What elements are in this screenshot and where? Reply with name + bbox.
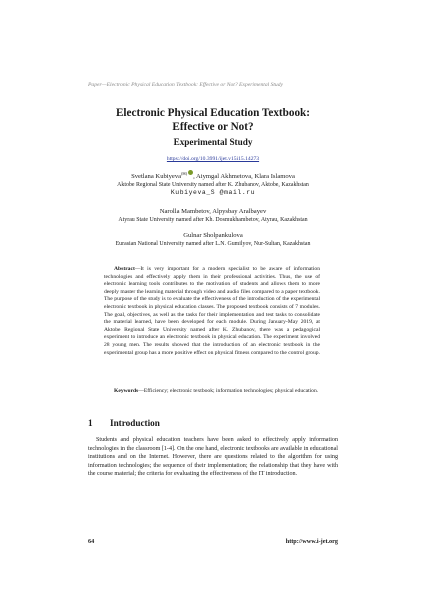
author-group-2	[88, 208, 338, 224]
abstract-label: Abstract	[114, 266, 135, 272]
author-email[interactable]: Kubiyeva_S @mail.ru	[170, 189, 256, 197]
paper-title	[88, 106, 338, 134]
keywords	[104, 388, 320, 396]
author-group-3	[88, 232, 338, 248]
paper-subtitle: Experimental Study	[173, 137, 253, 147]
author-group-1	[88, 170, 338, 197]
section-heading-introduction	[88, 418, 338, 428]
section-title: Introduction	[110, 418, 160, 428]
keywords-text: —Efficiency; electronic textbook; information technologies; physical education.	[138, 388, 319, 394]
affiliation-1: Aktobe Regional State University named after K. Zhubanov, Aktobe, Kazakhstan	[117, 182, 309, 189]
page-number: 64	[88, 538, 95, 545]
affiliation-3: Eurasian National University named after L.N. Gumilyov, Nur-Sultan, Kazakhstan	[115, 241, 311, 247]
author-names-3: Gulnar Sholpankulova	[183, 232, 243, 239]
section-number: 1	[88, 418, 93, 428]
title-line-1: Electronic Physical Education Textbook:	[115, 107, 311, 119]
keywords-label: Keywords	[114, 388, 139, 394]
introduction-paragraph	[88, 436, 338, 479]
running-header: Paper—Electronic Physical Education Textbook: Effective or Not? Experimental Study	[88, 82, 284, 88]
abstract	[104, 266, 320, 357]
corresponding-mark: (✉)	[181, 171, 188, 176]
author-names-2: Narolla Mambetov, Alpysbay Aralbayev	[159, 208, 267, 215]
introduction-text: Students and physical education teachers have been asked to effectively apply information technologies in the classroom [1-4]. On the one hand, electronic textbooks are available in educational institutions and on the Internet. However, there are questions related to the algorithm for using information technologies; the sequence of their implementation; the relationship that they have with the course material; the criteria for evaluating the effectiveness of the IT introduction.	[88, 437, 338, 478]
author-names-1	[88, 170, 338, 181]
abstract-text: —It is very important for a modern specialist to be aware of information technologies and effectively apply them in their professional activities. Thus, the use of electronic learning tools contributes to the motivation of students and allows them to more deeply master the learning material through video and audio files compared to a paper textbook. The purpose of the study is to evaluate the effectiveness of the introduction of the experimental electronic textbook in physical education classes. The proposed textbook consists of 7 modules. The goal, objectives, as well as the tasks for their implementation and test tasks to consolidate the material learned, have been developed for each module. During January-May 2019, at Aktobe Regional State University named after K. Zhubanov, there was a pedagogical experiment to introduce an electronic textbook in physical education. The experiment involved 28 young men. The results showed that the introduction of an electronic textbook in the experimental group has a more positive effect on physical fitness compared to the control group.	[104, 266, 320, 356]
doi-link[interactable]: https://doi.org/10.3991/ijet.v15i15.14273	[166, 156, 260, 162]
title-line-2: Effective or Not?	[172, 121, 254, 133]
co-authors: , Aiymgal Akhmetova, Klara Islamova	[193, 173, 295, 181]
affiliation-2: Atyrau State University named after Kh. Dosmukhambetov, Atyrau, Kazakhstan	[118, 217, 308, 223]
corresponding-author: Svetlana Kubiyeva	[131, 173, 182, 181]
journal-url[interactable]: http://www.i-jet.org	[285, 538, 338, 545]
